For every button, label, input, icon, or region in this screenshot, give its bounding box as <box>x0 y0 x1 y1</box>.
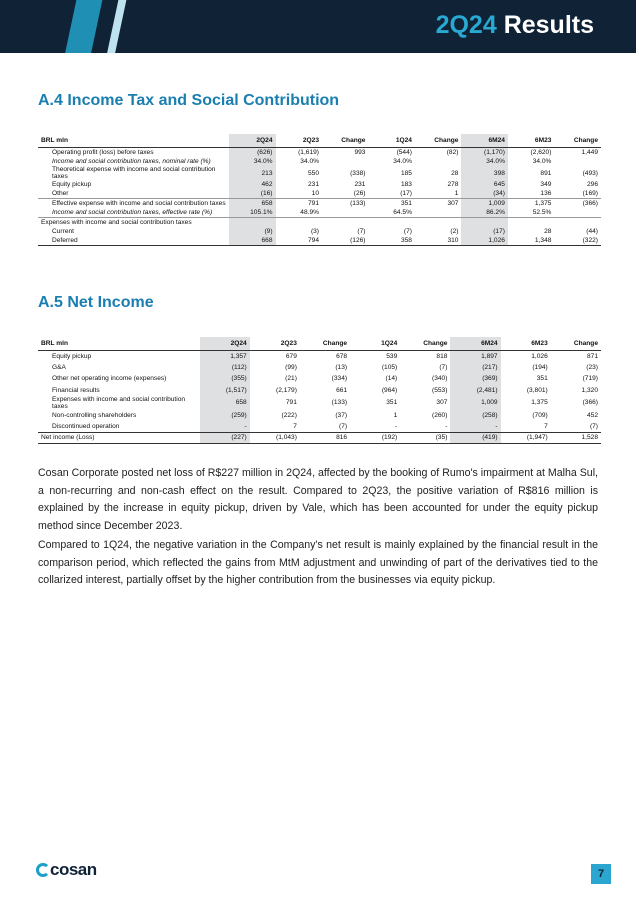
table-row <box>38 384 601 395</box>
table-cell: 871 <box>586 352 598 360</box>
table-cell: 351 <box>386 399 398 407</box>
table-cell: 1,009 <box>450 396 500 410</box>
table-cell: 183 <box>400 181 412 189</box>
table-cell: 105.1% <box>229 208 275 217</box>
table-cell: 993 <box>354 148 366 156</box>
table-cell: 658 <box>200 396 250 410</box>
table-cell: (719) <box>582 375 598 383</box>
column-header: Change <box>322 134 368 148</box>
table-cell: 278 <box>447 181 459 189</box>
table-row <box>38 351 601 362</box>
table-cell: 658 <box>229 199 275 208</box>
header-decoration <box>103 0 128 53</box>
page-number: 7 <box>591 864 611 884</box>
table-cell: 136 <box>540 190 552 198</box>
table-cell <box>276 217 322 226</box>
table-cell: (133) <box>322 199 368 208</box>
table-cell: 1,375 <box>531 399 548 407</box>
column-header: 2Q24 <box>200 337 250 351</box>
table-cell <box>554 157 601 166</box>
column-header: 6M23 <box>508 134 554 148</box>
table-cell: (17) <box>400 190 412 198</box>
column-header: BRL mln <box>38 337 200 351</box>
table-cell: (3,801) <box>526 386 548 394</box>
table-cell: (1,043) <box>250 432 300 443</box>
paragraph-comparison: Compared to 1Q24, the negative variation in the Company's net result is mainly explained by the financial result in the comparison period, which reflected the gains from MtM adjustment and unwinding of part of the derivatives tied to the collarized interest, partially offset by the higher contribution from the businesses via equity pickup. <box>38 539 598 587</box>
table-row <box>38 199 601 208</box>
table-cell: (322) <box>554 236 601 245</box>
table-cell: 679 <box>285 352 297 360</box>
table-row <box>38 166 601 180</box>
table-row <box>38 227 601 236</box>
table-cell: (1,947) <box>501 432 551 443</box>
table-cell: - <box>200 421 250 432</box>
row-label: Financial results <box>52 386 100 394</box>
table-cell: (7) <box>339 422 348 430</box>
table-cell <box>554 217 601 226</box>
table-cell <box>554 208 601 217</box>
row-label: Expenses with income and social contribution taxes <box>38 217 229 226</box>
table-row <box>38 189 601 198</box>
table-cell: (1,517) <box>200 384 250 395</box>
table-cell: (37) <box>335 411 348 419</box>
table-cell: 48.9% <box>300 208 319 216</box>
table-cell: 791 <box>276 199 322 208</box>
row-label: Expenses with income and social contribution taxes <box>52 395 186 410</box>
table-cell: (1,619) <box>298 148 319 156</box>
row-label: Non-controlling shareholders <box>52 411 137 419</box>
table-cell: 1 <box>454 190 459 198</box>
table-cell: 678 <box>336 352 348 360</box>
table-row <box>38 373 601 384</box>
table-cell: 358 <box>368 236 414 245</box>
table-cell: 307 <box>415 199 461 208</box>
table-cell: 10 <box>311 190 319 198</box>
table-cell: 661 <box>336 386 348 394</box>
table-cell <box>322 208 368 217</box>
income-tax-table <box>38 134 601 246</box>
table-row <box>38 432 601 443</box>
column-header: 2Q24 <box>229 134 275 148</box>
table-cell: (493) <box>582 169 598 177</box>
table-cell: 1,449 <box>581 148 598 156</box>
table-cell: (3) <box>310 227 319 235</box>
table-cell: 816 <box>300 432 350 443</box>
table-cell: 34.0% <box>229 157 275 166</box>
table-cell: (21) <box>285 375 297 383</box>
table-cell <box>415 217 461 226</box>
table-cell: (217) <box>450 362 500 373</box>
table-cell: (26) <box>353 190 366 198</box>
title-rest: Results <box>503 11 594 39</box>
table-cell: (35) <box>400 432 450 443</box>
table-row <box>38 236 601 245</box>
row-label: Theoretical expense with income and social contribution taxes <box>52 166 216 181</box>
table-cell: 307 <box>436 399 448 407</box>
table-cell: 231 <box>354 181 366 189</box>
table-cell: 1,897 <box>450 351 500 362</box>
table-cell <box>415 208 461 217</box>
column-header: 6M23 <box>501 337 551 351</box>
table-cell: (9) <box>229 227 275 236</box>
table-cell: 1,357 <box>200 351 250 362</box>
table-cell: 310 <box>415 236 461 245</box>
table-cell: (227) <box>200 432 250 443</box>
table-cell: 1,375 <box>508 199 554 208</box>
column-header: BRL mln <box>38 134 229 148</box>
table-row <box>38 421 601 432</box>
table-cell: (258) <box>450 410 500 421</box>
table-cell: (16) <box>229 189 275 198</box>
table-row <box>38 157 601 166</box>
table-cell: 1,348 <box>508 236 554 245</box>
row-label: Other net operating income (expenses) <box>52 375 167 383</box>
table-cell: 349 <box>540 181 552 189</box>
table-cell: 296 <box>586 181 598 189</box>
table-cell: 1,528 <box>551 432 601 443</box>
table-cell: 351 <box>536 375 548 383</box>
table-cell: (260) <box>432 411 448 419</box>
table-cell: (553) <box>432 386 448 394</box>
logo-text: cosan <box>50 860 97 879</box>
table-row <box>38 410 601 421</box>
table-cell: 550 <box>307 169 319 177</box>
table-cell: 34.0% <box>300 157 319 165</box>
table-cell: - <box>445 422 448 430</box>
table-cell: (355) <box>200 373 250 384</box>
table-cell: (7) <box>357 227 366 235</box>
column-header: Change <box>400 337 450 351</box>
table-cell: 213 <box>229 166 275 180</box>
table-cell <box>415 157 461 166</box>
table-cell: (259) <box>200 410 250 421</box>
table-cell: 185 <box>400 169 412 177</box>
table-cell <box>322 157 368 166</box>
row-label: Net income (Loss) <box>38 432 200 443</box>
table-cell: 28 <box>451 169 459 177</box>
table-cell: 791 <box>285 399 297 407</box>
table-cell: (194) <box>532 363 548 371</box>
table-cell <box>229 217 275 226</box>
table-cell: - <box>450 421 500 432</box>
column-header: 2Q23 <box>250 337 300 351</box>
table-cell: 398 <box>461 166 507 180</box>
table-cell: 1 <box>393 411 398 419</box>
table-cell: (7) <box>403 227 412 235</box>
table-cell: (23) <box>586 363 598 371</box>
section-heading-net-income: A.5 Net Income <box>38 294 154 311</box>
table-cell: 539 <box>386 352 398 360</box>
table-cell: (82) <box>446 148 459 156</box>
section-heading-income-tax: A.4 Income Tax and Social Contribution <box>38 92 340 109</box>
table-row <box>38 362 601 373</box>
table-cell: (222) <box>281 411 297 419</box>
row-label: Other <box>52 190 69 198</box>
row-label: Effective expense with income and social contribution taxes <box>38 199 229 208</box>
table-cell: (105) <box>381 363 398 371</box>
row-label: Operating profit (loss) before taxes <box>52 148 154 156</box>
table-cell: (7) <box>589 422 598 430</box>
table-cell: 452 <box>586 411 598 419</box>
table-cell: 64.5% <box>393 208 412 216</box>
table-cell: (34) <box>461 189 507 198</box>
row-label: Deferred <box>38 236 229 245</box>
table-cell: 34.0% <box>461 157 507 166</box>
table-cell: (544) <box>396 148 412 156</box>
table-cell: (419) <box>450 432 500 443</box>
net-income-table <box>38 337 601 444</box>
column-header: 1Q24 <box>350 337 400 351</box>
table-cell: (13) <box>335 363 348 371</box>
table-cell: 231 <box>307 181 319 189</box>
table-cell: 28 <box>544 227 552 235</box>
table-cell: (366) <box>554 199 601 208</box>
table-row <box>38 208 601 217</box>
row-label: Income and social contribution taxes, nominal rate (%) <box>52 157 211 165</box>
table-header-row <box>38 134 601 148</box>
table-cell: (964) <box>381 386 398 394</box>
table-cell: (1,170) <box>461 148 507 157</box>
table-cell: 1,320 <box>581 386 598 394</box>
table-cell: 1,026 <box>461 236 507 245</box>
table-row <box>38 180 601 189</box>
table-cell: (133) <box>331 399 348 407</box>
table-row <box>38 148 601 157</box>
row-label: Equity pickup <box>52 181 92 189</box>
table-cell: (340) <box>432 375 448 383</box>
table-cell: (2) <box>450 227 459 235</box>
column-header: 6M24 <box>461 134 507 148</box>
table-cell: (126) <box>322 236 368 245</box>
table-cell: (112) <box>200 362 250 373</box>
table-cell: (2,481) <box>450 384 500 395</box>
column-header: 6M24 <box>450 337 500 351</box>
table-cell: (17) <box>461 227 507 236</box>
table-cell: (338) <box>350 169 366 177</box>
table-cell: (626) <box>229 148 275 157</box>
title-accent: 2Q24 <box>435 11 497 39</box>
table-cell: 7 <box>544 422 548 430</box>
column-header: Change <box>554 134 601 148</box>
table-cell: - <box>395 422 398 430</box>
row-label: Current <box>52 227 74 235</box>
table-cell: 891 <box>540 169 552 177</box>
table-header-row <box>38 337 601 351</box>
page-title <box>436 11 594 40</box>
table-cell: 351 <box>368 199 414 208</box>
table-cell <box>322 217 368 226</box>
table-cell: 7 <box>293 422 297 430</box>
paragraph-net-loss: Cosan Corporate posted net loss of R$227 million in 2Q24, affected by the booking of Rumo's impairment at Malha Sul, a non-recurring and non-cash effect on the result. Compared to 2Q23, the positive variation of R$816 million is explained by the increase in equity pickup, driven by Vale, which has been accounted for under the equity pickup method since December 2023. <box>38 467 598 532</box>
table-cell: (192) <box>350 432 400 443</box>
table-cell: 86.2% <box>461 208 507 217</box>
table-cell: (7) <box>439 363 448 371</box>
table-cell: (99) <box>285 363 297 371</box>
table-cell: 462 <box>229 180 275 189</box>
table-cell: (44) <box>586 227 598 235</box>
column-header: Change <box>415 134 461 148</box>
table-cell: (2,620) <box>530 148 552 156</box>
table-row <box>38 217 601 226</box>
table-cell: (14) <box>385 375 398 383</box>
table-cell: (709) <box>532 411 548 419</box>
table-cell: 34.0% <box>532 157 552 165</box>
table-cell: 52.5% <box>532 208 552 216</box>
logo-mark-icon <box>36 863 50 877</box>
column-header: 2Q23 <box>276 134 322 148</box>
table-cell: 1,026 <box>531 352 548 360</box>
table-cell: 668 <box>229 236 275 245</box>
page-header <box>0 0 636 53</box>
table-cell: 34.0% <box>393 157 412 165</box>
table-cell: 794 <box>276 236 322 245</box>
column-header: Change <box>300 337 350 351</box>
table-cell: (366) <box>582 399 598 407</box>
row-label: Discontinued operation <box>52 422 120 430</box>
row-label: Equity pickup <box>52 352 92 360</box>
table-cell: (169) <box>582 190 598 198</box>
table-cell: (369) <box>450 373 500 384</box>
table-cell: 818 <box>436 352 448 360</box>
header-decoration <box>61 0 104 53</box>
table-cell <box>508 217 554 226</box>
table-row <box>38 396 601 410</box>
column-header: 1Q24 <box>368 134 414 148</box>
table-cell: 1,009 <box>461 199 507 208</box>
table-cell <box>461 217 507 226</box>
column-header: Change <box>551 337 601 351</box>
table-cell: (334) <box>331 375 348 383</box>
table-cell <box>368 217 414 226</box>
table-cell: 645 <box>461 180 507 189</box>
row-label: G&A <box>52 363 66 371</box>
table-cell: (2,179) <box>276 386 297 394</box>
row-label: Income and social contribution taxes, effective rate (%) <box>52 208 213 216</box>
